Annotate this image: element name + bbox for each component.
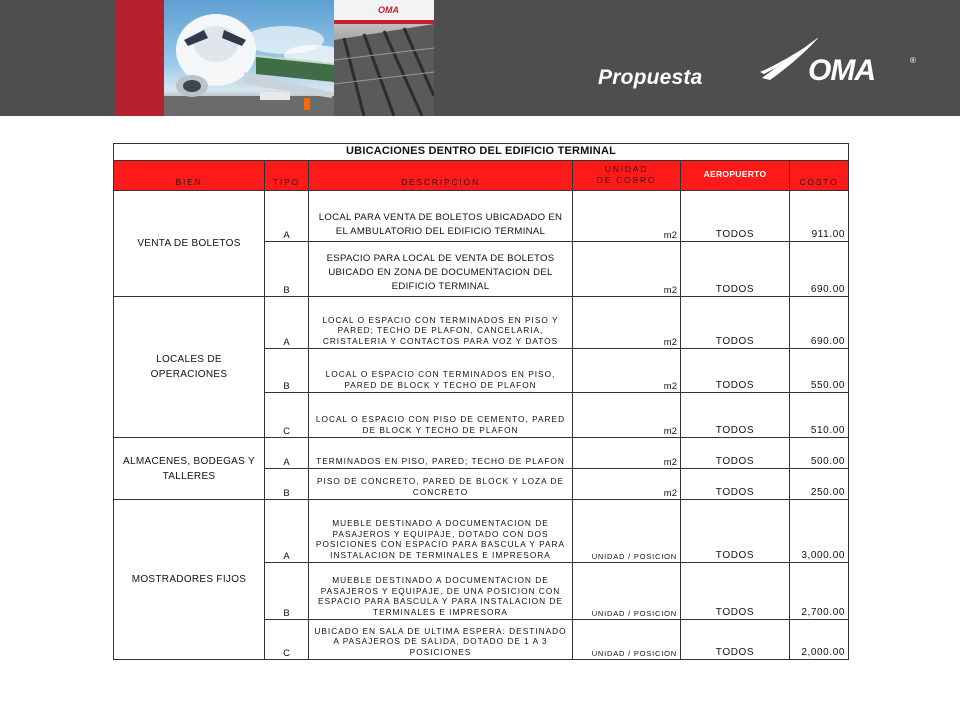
table-row: [114, 297, 849, 349]
header-banner: [0, 0, 960, 116]
unit-cell: m2: [573, 469, 681, 500]
category-cell: ALMACENES, BODEGAS Y TALLERES: [114, 438, 265, 500]
description-cell: PISO DE CONCRETO, PARED DE BLOCK Y LOZA DE CONCRETO: [309, 469, 573, 500]
table-caption-row: [114, 144, 849, 161]
cost-cell: 500.00: [790, 438, 849, 469]
tipo-cell: A: [265, 191, 309, 242]
cost-cell: 690.00: [790, 297, 849, 349]
table-caption: UBICACIONES DENTRO DEL EDIFICIO TERMINAL: [114, 144, 849, 161]
tipo-cell: A: [265, 500, 309, 563]
column-header-aeropuerto: AEROPUERTO: [681, 161, 790, 191]
cost-cell: 250.00: [790, 469, 849, 500]
table-row: [114, 500, 849, 563]
airport-cell: TODOS: [681, 191, 790, 242]
tipo-cell: B: [265, 349, 309, 393]
unit-cell: UNIDAD / POSICION: [573, 500, 681, 563]
terminal-sign-text: OMA: [378, 5, 399, 15]
table-row: [114, 191, 849, 242]
airport-cell: TODOS: [681, 393, 790, 438]
column-header-descripcion: DESCRIPCION: [309, 161, 573, 191]
description-cell: MUEBLE DESTINADO A DOCUMENTACION DE PASAJEROS Y EQUIPAJE, DOTADO CON DOS POSICIONES CON ESPACIO PARA BASCULA Y PARA INSTALACION DE TERMINALES E IMPRESORA: [309, 500, 573, 563]
airport-cell: TODOS: [681, 438, 790, 469]
column-header-unidad-line2: DE COBRO: [596, 174, 657, 185]
unit-cell: m2: [573, 393, 681, 438]
unit-cell: m2: [573, 297, 681, 349]
description-cell: LOCAL O ESPACIO CON TERMINADOS EN PISO, PARED DE BLOCK Y TECHO DE PLAFON: [309, 349, 573, 393]
tipo-cell: B: [265, 242, 309, 297]
page-title: Propuesta: [598, 66, 703, 89]
column-header-bien: BIEN: [114, 161, 265, 191]
tipo-cell: A: [265, 438, 309, 469]
tipo-cell: B: [265, 469, 309, 500]
terminal-interior-photo: [334, 0, 434, 116]
cost-cell: 2,700.00: [790, 563, 849, 620]
column-header-unidad: [573, 161, 681, 191]
category-cell: VENTA DE BOLETOS: [114, 191, 265, 297]
oma-logo-text: OMA: [808, 54, 875, 87]
airport-cell: TODOS: [681, 620, 790, 660]
column-header-tipo: TIPO: [265, 161, 309, 191]
unit-cell: m2: [573, 349, 681, 393]
tariff-table: [113, 143, 849, 660]
category-cell: LOCALES DE OPERACIONES: [114, 297, 265, 438]
unit-cell: m2: [573, 438, 681, 469]
header-red-strip: [116, 0, 164, 116]
cost-cell: 911.00: [790, 191, 849, 242]
terminal-illustration: [334, 0, 434, 116]
unit-cell: UNIDAD / POSICION: [573, 563, 681, 620]
oma-logo: [758, 36, 918, 87]
airport-cell: TODOS: [681, 297, 790, 349]
cost-cell: 550.00: [790, 349, 849, 393]
tipo-cell: B: [265, 563, 309, 620]
description-cell: UBICADO EN SALA DE ULTIMA ESPERA: DESTINADO A PASAJEROS DE SALIDA, DOTADO DE 1 A 3 POSICIONES: [309, 620, 573, 660]
column-header-costo: COSTO: [790, 161, 849, 191]
unit-cell: m2: [573, 191, 681, 242]
unit-cell: m2: [573, 242, 681, 297]
cost-cell: 3,000.00: [790, 500, 849, 563]
description-cell: TERMINADOS EN PISO, PARED; TECHO DE PLAFON: [309, 438, 573, 469]
airport-cell: TODOS: [681, 500, 790, 563]
table-row: [114, 438, 849, 469]
column-header-unidad-line1: UNIDAD: [604, 163, 649, 174]
description-cell: ESPACIO PARA LOCAL DE VENTA DE BOLETOS UBICADO EN ZONA DE DOCUMENTACION DEL EDIFICIO TERMINAL: [309, 242, 573, 297]
airport-cell: TODOS: [681, 563, 790, 620]
cost-cell: 510.00: [790, 393, 849, 438]
description-cell: LOCAL O ESPACIO CON PISO DE CEMENTO, PARED DE BLOCK Y TECHO DE PLAFON: [309, 393, 573, 438]
registered-mark: ®: [910, 56, 916, 65]
tipo-cell: C: [265, 620, 309, 660]
cost-cell: 690.00: [790, 242, 849, 297]
airport-cell: TODOS: [681, 349, 790, 393]
description-cell: MUEBLE DESTINADO A DOCUMENTACION DE PASAJEROS Y EQUIPAJE, DE UNA POSICION CON ESPACIO PARA BASCULA Y PARA INSTALACION DE TERMINALES E IMPRESORA: [309, 563, 573, 620]
airport-cell: TODOS: [681, 242, 790, 297]
unit-cell: UNIDAD / POSICION: [573, 620, 681, 660]
description-cell: LOCAL O ESPACIO CON TERMINADOS EN PISO Y PARED; TECHO DE PLAFON, CANCELARIA, CRISTALERIA Y CONTACTOS PARA VOZ Y DATOS: [309, 297, 573, 349]
category-cell: MOSTRADORES FIJOS: [114, 500, 265, 660]
tipo-cell: A: [265, 297, 309, 349]
airplane-photo: [164, 0, 334, 116]
airplane-illustration: [164, 0, 334, 116]
cost-cell: 2,000.00: [790, 620, 849, 660]
airport-cell: TODOS: [681, 469, 790, 500]
description-cell: LOCAL PARA VENTA DE BOLETOS UBICADADO EN EL AMBULATORIO DEL EDIFICIO TERMINAL: [309, 191, 573, 242]
table-header-row: [114, 161, 849, 191]
tipo-cell: C: [265, 393, 309, 438]
